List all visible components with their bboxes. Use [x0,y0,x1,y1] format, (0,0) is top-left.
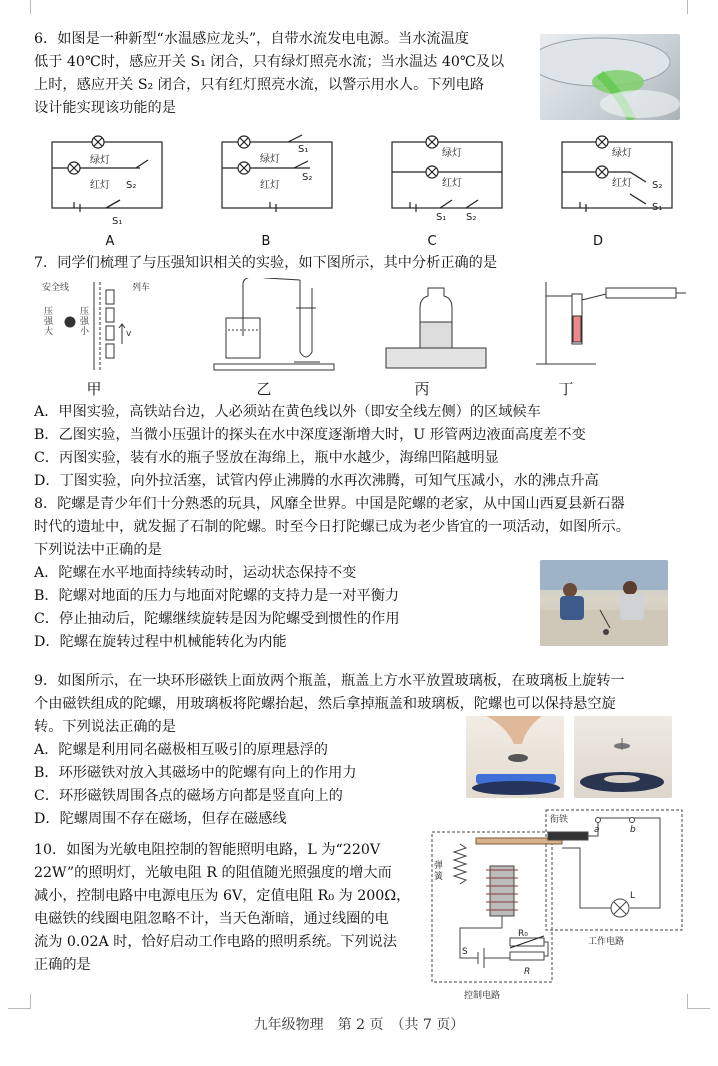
q7-options [34,401,599,493]
q7-option-a: A．甲图实验，高铁站台边，人必须站在黄色线以外（即安全线左侧）的区域候车 [34,404,541,420]
circuit-a-s1-label: S₁ [112,216,123,227]
question-10 [34,839,410,977]
fig-ding [536,282,686,364]
circuit-a-s2-label: S₂ [126,180,137,191]
circuit-b-red-label: 红灯 [260,180,280,191]
circuit-d-red-label: 红灯 [612,178,632,189]
question-6 [34,28,504,120]
circuit-d-s1-label: S₁ [652,202,663,213]
q10-line-6: 正确的是 [34,957,91,973]
q7-fig-label-yi: 乙 [256,380,272,398]
q10-armature-label: 衔铁 [550,815,569,825]
q8-option-a: A．陀螺在水平地面持续转动时，运动状态保持不变 [34,565,357,581]
q7-fig-label-ding: 丁 [558,380,574,398]
levitating-top-photo-1 [466,716,564,798]
q6-option-d-label: D [592,234,603,249]
fig-jia-pressure-low-label: 压强小 [80,307,90,337]
q7-option-c: C．丙图实验，装有水的瓶子竖放在海绵上，瓶中水越少，海绵凹陷越明显 [34,450,499,466]
q10-work-circuit-label: 工作电路 [588,937,625,947]
q6-circuit-diagrams [40,132,680,250]
q6-line-1: 6．如图是一种新型“水温感应龙头”，自带水流发电电源。当水流温度 [34,31,469,47]
spinning-top-scene [540,560,668,646]
circuit-b-s1-label: S₁ [298,144,309,155]
fig-jia-v-label: v [126,329,132,339]
circuit-c-s2-label: S₂ [466,212,477,223]
q10-b-label: b [630,825,636,835]
q7-figures [36,278,686,378]
fig-bing [386,288,486,368]
circuit-a [52,136,162,212]
q8-option-b: B．陀螺对地面的压力与地面对陀螺的支持力是一对平衡力 [34,588,400,604]
q8-line-1: 8．陀螺是青少年们十分熟悉的玩具，风靡全世界。中国是陀螺的老家，从中国山西夏县新石器 [34,496,625,512]
q9-option-a: A．陀螺是利用同名磁极相互吸引的原理悬浮的 [34,742,328,758]
q10-r0-label: R₀ [518,929,528,939]
circuit-c-green-label: 绿灯 [442,148,462,159]
q9-line-2: 个由磁铁组成的陀螺，用玻璃板将陀螺抬起，然后拿掉瓶盖和玻璃板，陀螺也可以保持悬空旋 [34,696,616,712]
q6-line-3: 上时，感应开关 S₂ 闭合，只有红灯照亮水流，以警示用水人。下列电路 [34,77,485,93]
q10-line-2: 22W”的照明灯，光敏电阻 R 的阻值随光照强度的增大而 [34,865,392,881]
circuit-b-green-label: 绿灯 [260,154,280,165]
q8-line-2: 时代的遗址中，就发掘了石制的陀螺。时至今日打陀螺已成为老少皆宜的一项活动，如图所示。 [34,519,630,535]
faucet-illustration [540,34,680,120]
q10-a-label: a [594,825,600,835]
crop-mark-bottom-right [687,994,710,1009]
q7-figure-drawings [36,278,686,378]
fig-jia-train-label: 列车 [132,283,151,293]
q7-fig-label-bing: 丙 [414,380,430,398]
circuit-c-red-label: 红灯 [442,178,462,189]
levitating-top-photo-2 [574,716,672,798]
q6-option-a-label: A [105,234,115,249]
q10-line-1: 10．如图为光敏电阻控制的智能照明电路，L 为“220V [34,842,381,858]
q9-option-c: C．环形磁铁周围各点的磁场方向都是竖直向上的 [34,788,343,804]
crop-mark-top-left [8,0,31,14]
faucet-photo [540,34,680,120]
q8-line-3: 下列说法中正确的是 [34,542,162,558]
circuit-b-s2-label: S₂ [302,172,313,183]
spinning-top-photo [540,560,668,646]
q10-control-circuit-label: 控制电路 [464,991,501,1001]
fig-jia-pressure-high-label: 压强大 [44,307,54,337]
circuit-a-red-label: 红灯 [90,180,110,191]
q10-line-3: 减小，控制电路中电源电压为 6V，定值电阻 R₀ 为 200Ω， [34,888,411,904]
q10-spring-label: 弹簧 [434,861,444,882]
circuit-b [222,135,332,212]
q7-option-b: B．乙图实验，当微小压强计的探头在水中深度逐渐增大时，U 形管两边液面高度差不变 [34,427,586,443]
circuit-d-green-label: 绿灯 [612,148,632,159]
q7-stem: 7．同学们梳理了与压强知识相关的实验，如下图所示，其中分析正确的是 [34,255,498,271]
fig-yi [214,278,334,370]
q7-fig-label-jia: 甲 [86,380,102,398]
q8-option-c: C．停止抽动后，陀螺继续旋转是因为陀螺受到惯性的作用 [34,611,400,627]
q6-circuits [40,132,680,250]
fig-jia [65,282,125,370]
q10-circuit [430,808,688,1006]
q10-r-label: R [524,967,531,977]
q10-lamp-label: L [630,891,636,901]
levitating-top-magnet [574,716,672,798]
q10-circuit-diagram [430,808,688,1006]
q10-line-4: 电磁铁的线圈电阻忽略不计，当天色渐暗，通过线圈的电 [34,911,389,927]
q10-line-5: 流为 0.02A 时，恰好启动工作电路的照明系统。下列说法 [34,934,397,950]
fig-jia-safety-label: 安全线 [42,283,70,293]
page-footer: 九年级物理 第 2 页 （共 7 页） [253,1017,465,1033]
q9-option-d: D．陀螺周围不存在磁场，但存在磁感线 [34,811,287,827]
q6-line-4: 设计能实现该功能的是 [34,100,176,116]
circuit-d-s2-label: S₂ [652,180,663,191]
q9-option-b: B．环形磁铁对放入其磁场中的陀螺有向上的作用力 [34,765,357,781]
q9-line-3: 转。下列说法正确的是 [34,719,176,735]
q7-option-d: D．丁图实验，向外拉活塞，试管内停止沸腾的水再次沸腾，可知气压减小，水的沸点升高 [34,473,599,489]
q9-line-1: 9．如图所示，在一块环形磁铁上面放两个瓶盖，瓶盖上方水平放置玻璃板，在玻璃板上旋转一 [34,673,625,689]
q8-option-d: D．陀螺在旋转过程中机械能转化为内能 [34,634,287,650]
circuit-a-green-label: 绿灯 [90,155,110,166]
q6-option-b-label: B [261,234,271,249]
q6-option-c-label: C [427,234,437,249]
circuit-c-s1-label: S₁ [436,212,447,223]
levitating-top-hand [466,716,564,798]
crop-mark-bottom-left [8,994,31,1009]
q6-line-2: 低于 40℃时，感应开关 S₁ 闭合，只有绿灯照亮水流；当水温达 40℃及以 [34,54,505,70]
q10-switch-label: S [462,947,468,957]
crop-mark-top-right [687,0,710,14]
